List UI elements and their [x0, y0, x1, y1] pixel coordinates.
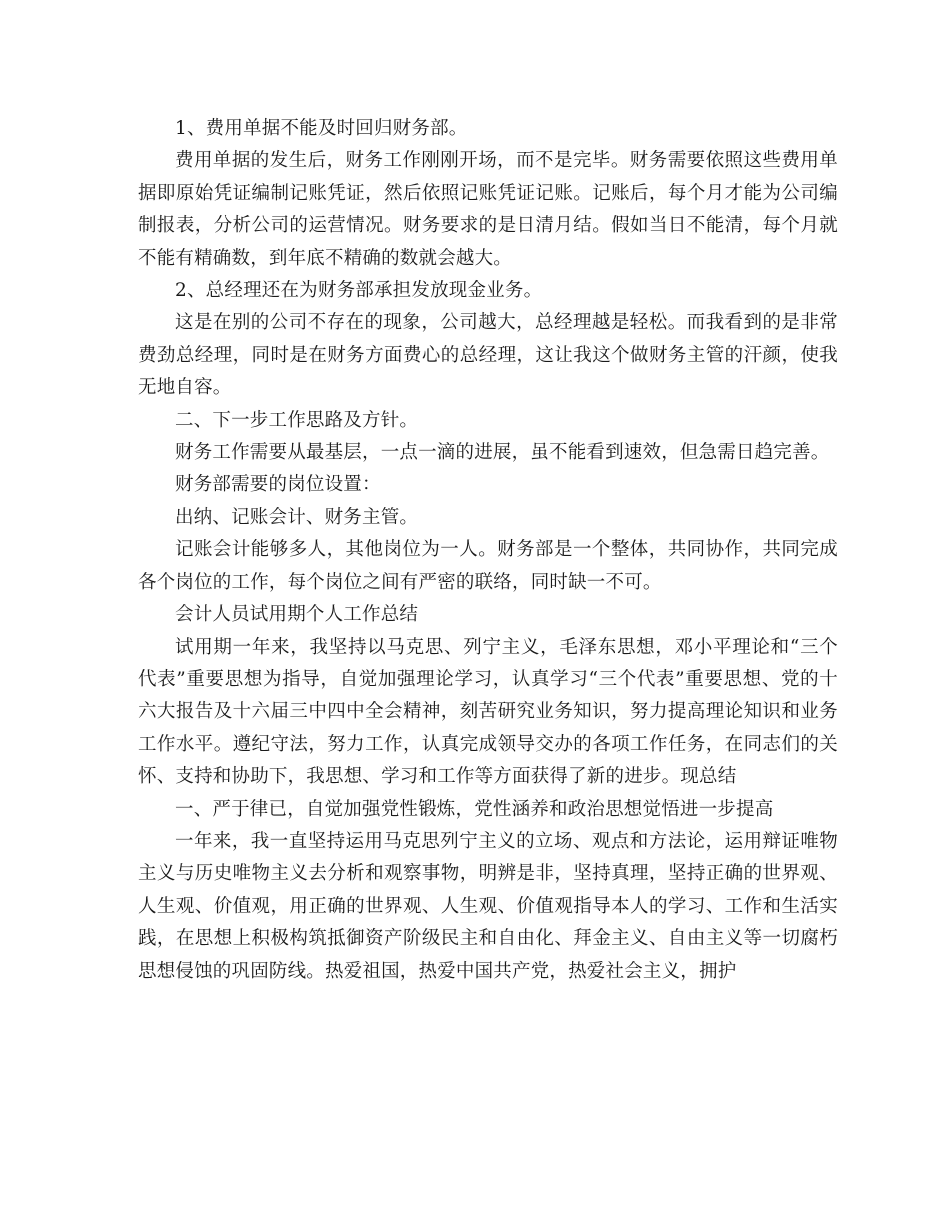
document-body [138, 113, 838, 988]
paragraph: 记账会计能够多人，其他岗位为一人。财务部是一个整体，共同协作，共同完成各个岗位的工作，每个岗位之间有严密的联络，同时缺一不可。 [138, 539, 838, 593]
document-title: 会计人员试用期个人工作总结 [175, 604, 419, 626]
paragraph: 这是在别的公司不存在的现象，公司越大，总经理越是轻松。而我看到的是非常费劲总经理，同时是在财务方面费心的总经理，这让我这个做财务主管的汗颜，使我无地自容。 [138, 312, 838, 399]
paragraph: 财务部需要的岗位设置： [175, 474, 381, 496]
paragraph: 费用单据的发生后，财务工作刚刚开场，而不是完毕。财务需要依照这些费用单据即原始凭证编制记账凭证，然后依照记账凭证记账。记账后，每个月才能为公司编制报表，分析公司的运营情况。财务要求的是日清月结。假如当日不能清，每个月就不能有精确数，到年底不精确的数就会越大。 [138, 150, 838, 269]
paragraph: 一年来，我一直坚持运用马克思列宁主义的立场、观点和方法论，运用辩证唯物主义与历史唯物主义去分析和观察事物，明辨是非，坚持真理，坚持正确的世界观、人生观、价值观，用正确的世界观、人生观、价值观指导本人的学习、工作和生活实践，在思想上积极构筑抵御资产阶级民主和自由化、拜金主义、自由主义等一切腐朽思想侵蚀的巩固防线。热爱祖国，热爱中国共产党，热爱社会主义，拥护 [138, 830, 838, 982]
paragraph: 试用期一年来，我坚持以马克思、列宁主义，毛泽东思想，邓小平理论和“三个代表”重要思想为指导，自觉加强理论学习，认真学习“三个代表”重要思想、党的十六大报告及十六届三中四中全会精神，刻苦研究业务知识，努力提高理论知识和业务工作水平。遵纪守法，努力工作，认真完成领导交办的各项工作任务，在同志们的关怀、支持和协助下，我思想、学习和工作等方面获得了新的进步。现总结 [138, 636, 838, 788]
section-heading: 二、下一步工作思路及方针。 [175, 409, 419, 431]
paragraph: 出纳、记账会计、财务主管。 [175, 506, 419, 528]
paragraph: 财务工作需要从最基层，一点一滴的进展，虽不能看到速效，但急需日趋完善。 [175, 442, 830, 464]
paragraph: 2、总经理还在为财务部承担发放现金业务。 [175, 280, 543, 302]
section-heading: 一、严于律已，自觉加强党性锻炼，党性涵养和政治思想觉悟进一步提高 [175, 798, 774, 820]
paragraph: 1、费用单据不能及时回归财务部。 [175, 118, 468, 139]
